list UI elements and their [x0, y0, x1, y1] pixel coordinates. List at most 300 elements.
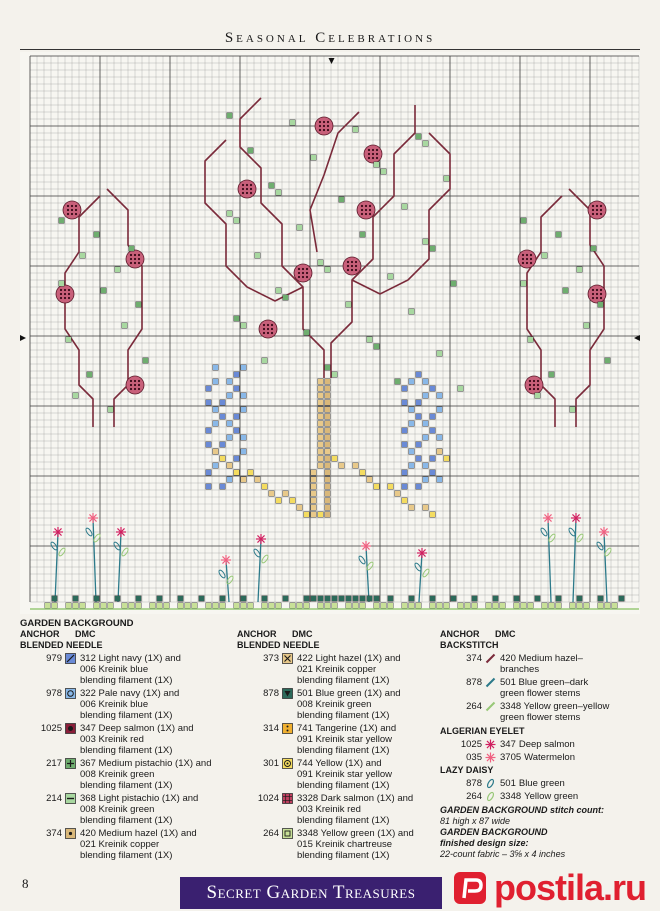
delphinium-stitch	[430, 470, 435, 475]
ground-stitch	[472, 603, 477, 608]
rose-dot	[347, 261, 349, 263]
leaf-stitch	[563, 288, 568, 293]
flower-stitch	[360, 470, 365, 475]
ground-stitch	[311, 596, 316, 601]
finished-label-2: finished design size:	[440, 838, 529, 848]
delphinium-stitch	[402, 400, 407, 405]
ground-stitch	[472, 596, 477, 601]
ground-stitch	[465, 603, 470, 608]
anchor-number: 301	[263, 758, 279, 769]
thread-description: Watermelon	[524, 752, 575, 763]
key-entry	[20, 758, 230, 791]
rose-dot	[75, 213, 77, 215]
thread-description: 3348 Yellow green–yellow green flower stems	[500, 701, 610, 723]
rose-dot	[134, 384, 136, 386]
rose-dot	[537, 380, 539, 382]
trunk-stitch	[325, 400, 330, 405]
rose-dot	[368, 153, 370, 155]
rose-dot	[376, 153, 378, 155]
backstitch-entries	[440, 653, 640, 723]
rose-dot	[600, 209, 602, 211]
flower-stitch	[283, 491, 288, 496]
rose-dot	[522, 262, 524, 264]
trunk-stitch	[318, 442, 323, 447]
trunk-stitch	[318, 407, 323, 412]
ground-stitch	[346, 603, 351, 608]
watermark	[452, 865, 646, 911]
col2-entries	[237, 653, 442, 861]
ground-stitch	[388, 596, 393, 601]
rose-dot	[271, 332, 273, 334]
leaf-stitch	[423, 239, 428, 244]
stitch-symbol-icon	[281, 793, 293, 804]
rose-dot	[267, 328, 269, 330]
ground-stitch	[360, 603, 365, 608]
trunk-stitch	[325, 505, 330, 510]
delphinium-stitch	[227, 421, 232, 426]
delphinium-stitch	[437, 435, 442, 440]
ground-stitch	[213, 603, 218, 608]
rose-dot	[242, 188, 244, 190]
page-number: 8	[22, 876, 29, 891]
ground-stitch	[542, 603, 547, 608]
rose-dot	[327, 129, 329, 131]
watermark-text: postila.ru	[494, 867, 647, 908]
rose-dot	[130, 388, 132, 390]
anchor-label: ANCHOR	[20, 629, 60, 639]
ground-stitch	[332, 596, 337, 601]
key-entry	[20, 723, 230, 756]
trunk-stitch	[318, 435, 323, 440]
trunk-stitch	[325, 470, 330, 475]
ground-stitch	[80, 603, 85, 608]
flower-stitch	[276, 498, 281, 503]
rose-dot	[529, 384, 531, 386]
finished-note-2	[440, 838, 640, 849]
delphinium-stitch	[227, 477, 232, 482]
anchor-number: 035	[466, 752, 482, 763]
leaf-stitch	[402, 204, 407, 209]
delphinium-stitch	[206, 470, 211, 475]
rose-dot	[596, 289, 598, 291]
page-title: Seasonal Celebrations	[224, 30, 436, 46]
rose-dot	[355, 269, 357, 271]
rose-dot	[71, 213, 73, 215]
leaf-stitch	[248, 148, 253, 153]
ground-stitch	[248, 603, 253, 608]
ground-stitch	[584, 603, 589, 608]
flower-stitch	[297, 505, 302, 510]
ground-stitch	[493, 603, 498, 608]
rose-dot	[134, 380, 136, 382]
rose-dot	[250, 192, 252, 194]
cross-stitch-chart	[20, 52, 640, 614]
anchor-number: 214	[46, 793, 62, 804]
leaf-stitch	[262, 358, 267, 363]
flower-stitch	[388, 484, 393, 489]
ground-stitch	[185, 603, 190, 608]
rose-dot	[361, 213, 363, 215]
rose-dot	[302, 268, 304, 270]
flower-stitch	[220, 456, 225, 461]
lazy-daisy-entry	[440, 791, 640, 802]
rose-dot	[298, 268, 300, 270]
rose-dot	[75, 205, 77, 207]
ground-stitch	[73, 596, 78, 601]
delphinium-stitch	[206, 386, 211, 391]
ground-stitch	[430, 596, 435, 601]
flower-stitch	[262, 484, 267, 489]
trunk-stitch	[325, 512, 330, 517]
flower-stitch	[430, 512, 435, 517]
ground-stitch	[262, 596, 267, 601]
anchor-number: 374	[466, 653, 482, 664]
thread-description: 312 Light navy (1X) and 006 Kreinik blue blending filament (1X)	[80, 653, 181, 686]
rose-dot	[372, 153, 374, 155]
rose-dot	[355, 261, 357, 263]
delphinium-stitch	[402, 470, 407, 475]
rose-dot	[533, 380, 535, 382]
rose-dot	[376, 157, 378, 159]
backstitch-heading: BACKSTITCH	[440, 640, 499, 650]
ground-stitch	[192, 603, 197, 608]
leaf-stitch	[353, 127, 358, 132]
thread-description: Yellow green	[524, 791, 579, 802]
flower-stitch	[395, 491, 400, 496]
trunk-stitch	[325, 491, 330, 496]
delphinium-stitch	[416, 456, 421, 461]
ground-stitch	[374, 596, 379, 601]
ground-stitch	[570, 603, 575, 608]
leaf-stitch	[423, 141, 428, 146]
leaf-stitch	[598, 302, 603, 307]
delphinium-stitch	[220, 484, 225, 489]
ground-stitch	[290, 603, 295, 608]
rose-dot	[71, 209, 73, 211]
leaf-stitch	[339, 197, 344, 202]
rose-dot	[130, 384, 132, 386]
ground-stitch	[199, 596, 204, 601]
rose-dot	[596, 213, 598, 215]
leaf-stitch	[122, 323, 127, 328]
leaf-stitch	[444, 176, 449, 181]
dmc-label: DMC	[292, 629, 313, 639]
leaf-stitch	[87, 372, 92, 377]
ground-stitch	[598, 596, 603, 601]
rose-dot	[522, 254, 524, 256]
rose-dot	[250, 188, 252, 190]
flower-stitch	[227, 463, 232, 468]
dmc-number: 347	[500, 739, 516, 750]
flower-stitch	[241, 477, 246, 482]
leaf-stitch	[577, 267, 582, 272]
rose-dot	[134, 262, 136, 264]
thread-description: 744 Yellow (1X) and 091 Kreinik star yellow blending filament (1X)	[297, 758, 393, 791]
rose-dot	[130, 258, 132, 260]
rose-dot	[60, 293, 62, 295]
rose-dot	[130, 254, 132, 256]
leaf-stitch	[416, 134, 421, 139]
rose-dot	[134, 254, 136, 256]
leaf-stitch	[59, 281, 64, 286]
flower-stitch	[332, 456, 337, 461]
rose-dot	[68, 293, 70, 295]
delphinium-stitch	[227, 393, 232, 398]
flower-stitch	[374, 484, 379, 489]
anchor-number: 217	[46, 758, 62, 769]
delphinium-stitch	[402, 428, 407, 433]
leaf-stitch	[276, 288, 281, 293]
leaf-stitch	[528, 337, 533, 342]
stitch-count-value: 81 high x 87 wide	[440, 816, 511, 826]
trunk-stitch	[325, 428, 330, 433]
anchor-number: 374	[46, 828, 62, 839]
delphinium-stitch	[213, 407, 218, 412]
rose-dot	[347, 265, 349, 267]
finished-label: GARDEN BACKGROUND	[440, 827, 548, 837]
leaf-stitch	[94, 232, 99, 237]
backstitch-entry	[440, 653, 640, 675]
delphinium-stitch	[220, 442, 225, 447]
anchor-number: 1025	[460, 739, 482, 750]
flower-stitch	[304, 512, 309, 517]
ground-stitch	[444, 603, 449, 608]
delphinium-stitch	[234, 428, 239, 433]
key-column-2	[237, 618, 442, 861]
trunk-stitch	[325, 498, 330, 503]
lazy-daisy-loop-icon	[484, 778, 496, 789]
key-column-3	[440, 618, 640, 860]
delphinium-stitch	[416, 442, 421, 447]
delphinium-stitch	[227, 435, 232, 440]
rose-dot	[600, 213, 602, 215]
thread-description: Blue green	[518, 778, 565, 789]
rose-dot	[596, 209, 598, 211]
ground-stitch	[458, 603, 463, 608]
delphinium-stitch	[241, 365, 246, 370]
rose-dot	[319, 129, 321, 131]
dmc-number: 3348	[500, 791, 522, 802]
anchor-number: 314	[263, 723, 279, 734]
stitch-symbol-icon	[281, 653, 293, 664]
delphinium-stitch	[220, 414, 225, 419]
trunk-stitch	[318, 386, 323, 391]
stitch-symbol-icon	[64, 758, 76, 769]
ground-stitch	[486, 603, 491, 608]
rose-dot	[361, 205, 363, 207]
backstitch-line-icon	[484, 653, 496, 664]
leaf-stitch	[388, 274, 393, 279]
delphinium-stitch	[227, 379, 232, 384]
eyelet-star-icon	[484, 739, 496, 750]
rose-dot	[323, 125, 325, 127]
leaf-stitch	[556, 232, 561, 237]
key-entry	[237, 758, 442, 791]
rose-dot	[138, 254, 140, 256]
book-title-banner: Secret Garden Treasures	[180, 877, 442, 909]
anchor-number: 878	[263, 688, 279, 699]
ground-stitch	[269, 603, 274, 608]
leaf-stitch	[542, 253, 547, 258]
ground-stitch	[374, 603, 379, 608]
ground-stitch	[45, 603, 50, 608]
flower-stitch	[318, 512, 323, 517]
key-entry	[20, 793, 230, 826]
trunk-stitch	[311, 484, 316, 489]
rose-dot	[246, 192, 248, 194]
ground-stitch	[556, 603, 561, 608]
finished-note	[440, 827, 640, 838]
anchor-number: 979	[46, 653, 62, 664]
rose-dot	[75, 209, 77, 211]
rose-dot	[369, 213, 371, 215]
rose-dot	[64, 297, 66, 299]
stitch-symbol-icon	[281, 828, 293, 839]
dmc-label: DMC	[75, 629, 96, 639]
ground-stitch	[451, 596, 456, 601]
delphinium-stitch	[437, 477, 442, 482]
finished-value: 22-count fabric – 3⅝ x 4 inches	[440, 849, 566, 859]
ground-stitch	[367, 596, 372, 601]
delphinium-stitch	[416, 372, 421, 377]
delphinium-stitch	[234, 372, 239, 377]
rose-dot	[537, 384, 539, 386]
leaf-stitch	[318, 260, 323, 265]
leaf-stitch	[374, 344, 379, 349]
rose-dot	[529, 380, 531, 382]
chart-background	[20, 52, 640, 614]
rose-dot	[533, 388, 535, 390]
leaf-stitch	[360, 232, 365, 237]
stitch-count-note	[440, 805, 640, 816]
leaf-stitch	[325, 267, 330, 272]
ground-stitch	[514, 596, 519, 601]
ground-stitch	[178, 603, 183, 608]
rose-dot	[592, 205, 594, 207]
ground-stitch	[514, 603, 519, 608]
backstitch-line-icon	[484, 677, 496, 688]
ground-stitch	[304, 596, 309, 601]
rose-dot	[530, 254, 532, 256]
rose-dot	[298, 272, 300, 274]
leaf-stitch	[297, 225, 302, 230]
trunk-stitch	[311, 477, 316, 482]
delphinium-stitch	[234, 414, 239, 419]
delphinium-stitch	[234, 386, 239, 391]
thread-description: 422 Light hazel (1X) and 021 Kreinik copper blending filament (1X)	[297, 653, 401, 686]
leaf-stitch	[374, 162, 379, 167]
leaf-stitch	[80, 253, 85, 258]
leaf-stitch	[255, 253, 260, 258]
stitch-symbol-icon	[64, 793, 76, 804]
rose-dot	[351, 261, 353, 263]
rose-dot	[533, 384, 535, 386]
leaf-stitch	[584, 323, 589, 328]
ground-stitch	[164, 603, 169, 608]
rose-dot	[319, 121, 321, 123]
ground-stitch	[136, 596, 141, 601]
rose-dot	[319, 125, 321, 127]
flower-stitch	[248, 470, 253, 475]
trunk-stitch	[318, 393, 323, 398]
leaf-stitch	[535, 393, 540, 398]
ground-stitch	[129, 603, 134, 608]
leaf-stitch	[332, 372, 337, 377]
rose-dot	[372, 157, 374, 159]
thread-description: 501 Blue green–dark green flower stems	[500, 677, 589, 699]
rose-dot	[365, 205, 367, 207]
ground-stitch	[556, 596, 561, 601]
rose-dot	[522, 258, 524, 260]
delphinium-stitch	[402, 484, 407, 489]
rose-dot	[530, 262, 532, 264]
trunk-stitch	[325, 442, 330, 447]
leaf-stitch	[143, 358, 148, 363]
watermark-pin-icon	[452, 870, 488, 906]
dmc-number: 3705	[500, 752, 522, 763]
lazy-daisy-heading: LAZY DAISY	[440, 765, 494, 775]
rose-dot	[138, 388, 140, 390]
leaf-stitch	[283, 295, 288, 300]
leaf-stitch	[234, 316, 239, 321]
anchor-number: 264	[263, 828, 279, 839]
rose-dot	[600, 297, 602, 299]
leaf-stitch	[311, 155, 316, 160]
ground-stitch	[598, 603, 603, 608]
rose-dot	[263, 328, 265, 330]
trunk-stitch	[325, 463, 330, 468]
rose-dot	[138, 380, 140, 382]
rose-dot	[376, 149, 378, 151]
ground-stitch	[206, 603, 211, 608]
rose-dot	[596, 297, 598, 299]
rose-dot	[68, 289, 70, 291]
rose-dot	[592, 209, 594, 211]
rose-dot	[592, 289, 594, 291]
rose-dot	[526, 262, 528, 264]
rose-dot	[130, 380, 132, 382]
rose-dot	[302, 272, 304, 274]
ground-stitch	[66, 603, 71, 608]
ground-stitch	[241, 603, 246, 608]
stitch-symbol-icon	[64, 723, 76, 734]
rose-dot	[368, 157, 370, 159]
lazy-daisy-entries	[440, 778, 640, 802]
delphinium-stitch	[416, 400, 421, 405]
rose-dot	[71, 205, 73, 207]
delphinium-stitch	[437, 393, 442, 398]
algerian-heading: ALGERIAN EYELET	[440, 726, 525, 736]
rose-dot	[246, 184, 248, 186]
trunk-stitch	[325, 407, 330, 412]
flower-stitch	[402, 498, 407, 503]
stitch-symbol-icon	[64, 688, 76, 699]
ground-stitch	[108, 603, 113, 608]
ground-stitch	[577, 596, 582, 601]
ground-stitch	[220, 603, 225, 608]
delphinium-stitch	[409, 407, 414, 412]
ground-stitch	[353, 603, 358, 608]
stitch-symbol-icon	[281, 758, 293, 769]
ground-stitch	[437, 603, 442, 608]
rose-dot	[347, 269, 349, 271]
leaf-stitch	[227, 211, 232, 216]
trunk-stitch	[311, 512, 316, 517]
rose-dot	[600, 289, 602, 291]
ground-stitch	[122, 603, 127, 608]
flower-stitch	[325, 449, 330, 454]
rose-dot	[351, 265, 353, 267]
